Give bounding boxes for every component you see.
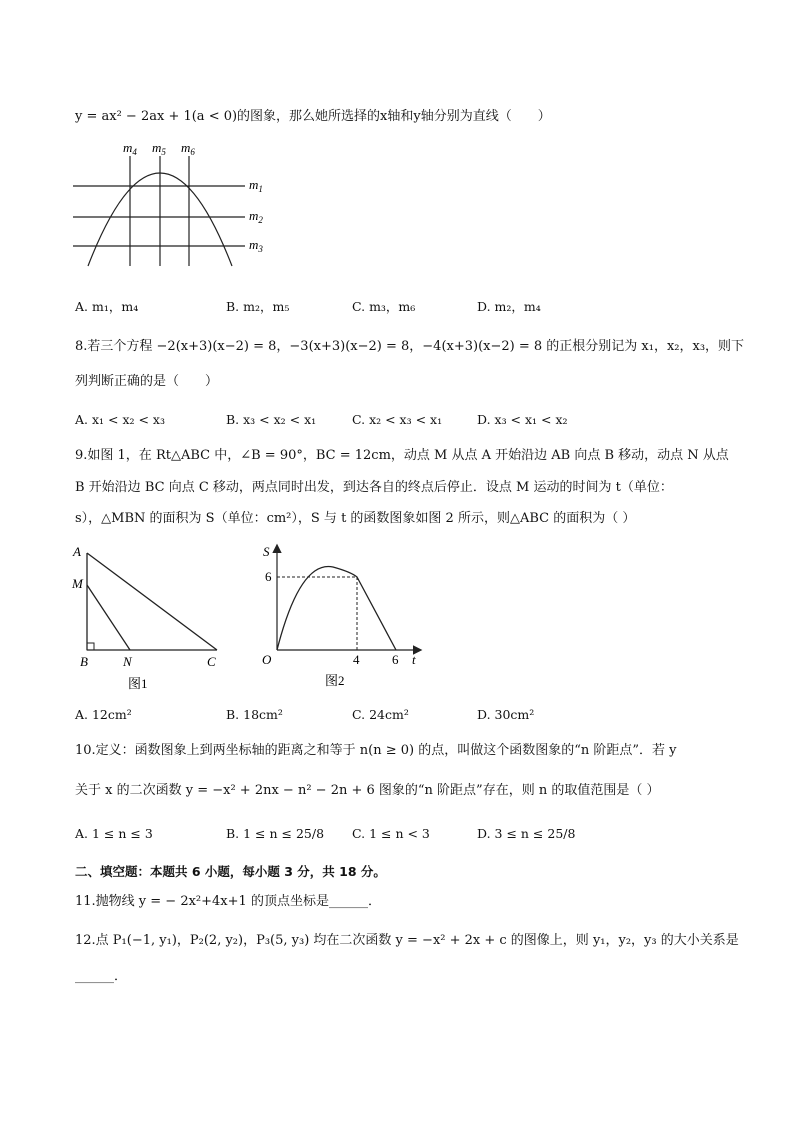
s-t-curve (277, 566, 396, 650)
q9-figure2-graph (255, 540, 435, 691)
q9-line1: 9.如图 1，在 Rt△ABC 中，∠B = 90°，BC = 12cm，动点 M 从点 A 开始沿边 AB 向点 B 移动，动点 N 从点 (75, 448, 729, 463)
q9-option-b: B. 18cm² (226, 707, 283, 722)
q10-line1: 10.定义：函数图象上到两坐标轴的距离之和等于 n(n ≥ 0) 的点，叫做这个函数图象的“n 阶距点”．若 y (75, 743, 677, 758)
q8-line2: 列判断正确的是（ ） (75, 374, 219, 389)
label-o: O (262, 652, 272, 667)
label-m2: $m_2$ (249, 208, 263, 225)
label-x-4: 4 (353, 652, 360, 667)
fig1-caption: 图1 (128, 676, 148, 691)
q7-stem: y = ax² − 2ax + 1(a < 0)的图象，那么她所选择的x轴和y轴分别为直线（ ） (75, 109, 551, 124)
segment-mn (87, 585, 130, 650)
q10-line2: 关于 x 的二次函数 y = −x² + 2nx − n² − 2n + 6 图象的“n 阶距点”存在，则 n 的取值范围是（ ） (75, 783, 660, 798)
label-m6: $m_6$ (181, 140, 195, 157)
q7-option-a: A. m₁，m₄ (75, 299, 139, 314)
q8-line1: 8.若三个方程 −2(x+3)(x−2) = 8，−3(x+3)(x−2) = 8，−4(x+3)(x−2) = 8 的正根分别记为 x₁，x₂，x₃，则下 (75, 339, 745, 354)
segment-ac (87, 553, 217, 650)
label-b: B (80, 654, 88, 669)
label-a: A (73, 544, 81, 559)
label-m: M (72, 576, 83, 591)
q10-option-c: C. 1 ≤ n < 3 (352, 826, 430, 841)
q9-figure1-triangle (70, 543, 230, 691)
q8-option-b: B. x₃ < x₂ < x₁ (226, 412, 317, 427)
q7-option-d: D. m₂，m₄ (477, 299, 541, 314)
right-angle-mark (87, 643, 94, 650)
q9-option-d: D. 30cm² (477, 707, 535, 722)
label-m1: $m_1$ (249, 177, 263, 194)
q8-option-d: D. x₃ < x₁ < x₂ (477, 412, 568, 427)
label-m3: $m_3$ (249, 237, 263, 254)
label-y-6: 6 (265, 569, 272, 584)
label-m5: $m_5$ (152, 140, 166, 157)
q7-option-c: C. m₃，m₆ (352, 299, 416, 314)
q11-text: 11.抛物线 y = − 2x²+4x+1 的顶点坐标是______． (75, 894, 381, 909)
label-c: C (207, 654, 216, 669)
q9-line2: B 开始沿边 BC 向点 C 移动，两点同时出发，到达各自的终点后停止．设点 M 运动的时间为 t（单位： (75, 480, 673, 495)
label-n: N (123, 654, 132, 669)
section2-title: 二、填空题：本题共 6 小题，每小题 3 分，共 18 分。 (75, 864, 386, 879)
q8-option-c: C. x₂ < x₃ < x₁ (352, 412, 443, 427)
q9-line3: s），△MBN 的面积为 S（单位：cm²），S 与 t 的函数图象如图 2 所示，则△ABC 的面积为（ ） (75, 511, 636, 526)
q10-option-d: D. 3 ≤ n ≤ 25/8 (477, 826, 576, 841)
label-m4: $m_4$ (123, 140, 137, 157)
label-x-6: 6 (392, 652, 399, 667)
q12-line2: ______． (75, 969, 128, 984)
fig2-caption: 图2 (325, 673, 345, 688)
label-t: t (412, 652, 416, 667)
q10-option-a: A. 1 ≤ n ≤ 3 (75, 826, 153, 841)
q10-option-b: B. 1 ≤ n ≤ 25/8 (226, 826, 325, 841)
q7-parabola-figure (68, 138, 278, 270)
q8-option-a: A. x₁ < x₂ < x₃ (75, 412, 165, 427)
q12-line1: 12.点 P₁(−1, y₁)，P₂(2, y₂)，P₃(5, y₃) 均在二次函数 y = −x² + 2x + c 的图像上，则 y₁，y₂，y₃ 的大小关系是 (75, 933, 739, 948)
q9-option-c: C. 24cm² (352, 707, 409, 722)
label-s: S (263, 544, 270, 559)
q9-option-a: A. 12cm² (75, 707, 132, 722)
q7-option-b: B. m₂，m₅ (226, 299, 290, 314)
